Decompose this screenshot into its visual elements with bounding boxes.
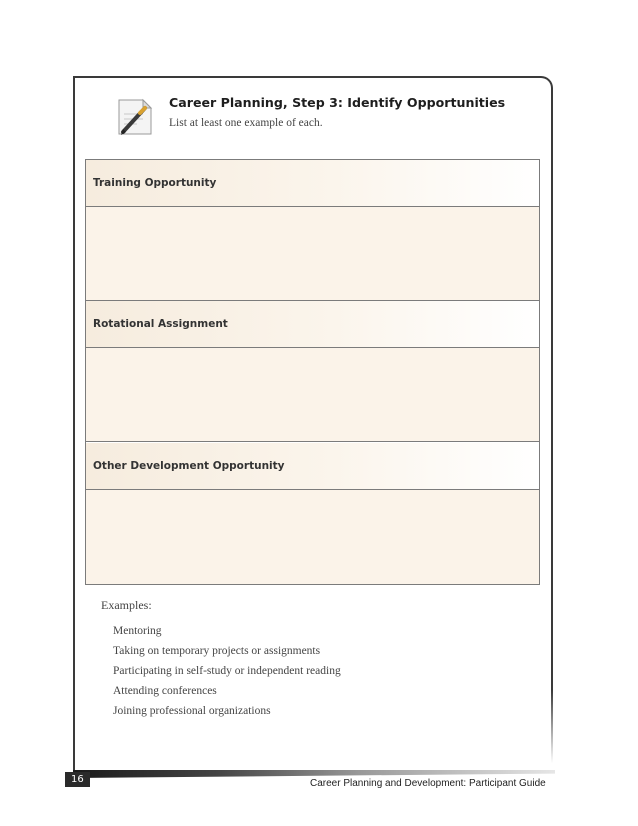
document-pen-icon <box>113 94 157 138</box>
list-item: Attending conferences <box>113 685 217 697</box>
examples-list <box>113 623 341 723</box>
page-instructions: List at least one example of each. <box>169 117 323 129</box>
section-field-training[interactable] <box>86 207 539 301</box>
frame-fade <box>549 690 555 776</box>
footer-guide-title: Career Planning and Development: Participant Guide <box>310 778 546 789</box>
list-item: Participating in self-study or independent reading <box>113 665 341 677</box>
list-item: Mentoring <box>113 625 162 637</box>
list-item: Taking on temporary projects or assignments <box>113 645 321 657</box>
section-field-rotational[interactable] <box>86 348 539 442</box>
section-label-other: Other Development Opportunity <box>93 460 285 472</box>
section-header-training <box>86 160 539 207</box>
examples-label: Examples: <box>101 598 152 612</box>
opportunities-table <box>85 159 540 585</box>
list-item: Joining professional organizations <box>113 705 271 717</box>
page-number: 16 <box>65 772 90 787</box>
section-label-rotational: Rotational Assignment <box>93 318 228 330</box>
section-header-rotational <box>86 301 539 348</box>
page-title: Career Planning, Step 3: Identify Opportunities <box>169 95 506 110</box>
section-field-other[interactable] <box>86 490 539 584</box>
section-label-training: Training Opportunity <box>93 177 217 189</box>
footer-bar <box>73 770 555 778</box>
section-header-other <box>86 443 539 490</box>
